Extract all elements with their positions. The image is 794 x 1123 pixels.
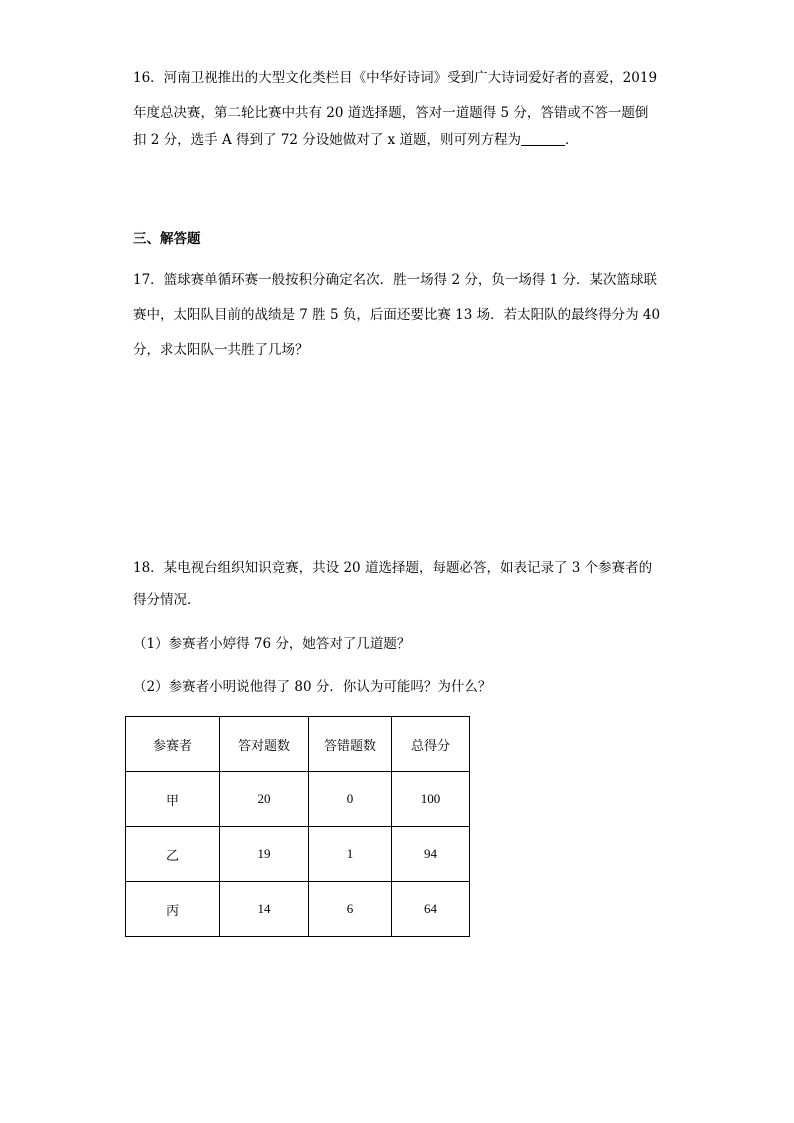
q17-line-3: 分，求太阳队一共胜了几场？ (133, 342, 309, 358)
cell-correct: 20 (220, 772, 309, 827)
cell-wrong: 6 (309, 882, 392, 937)
q16-answer-blank (521, 131, 565, 146)
q16-line-3 (133, 130, 578, 150)
header-wrong: 答错题数 (309, 717, 392, 772)
table-row (126, 772, 470, 827)
cell-total: 94 (392, 827, 470, 882)
cell-contestant: 乙 (126, 827, 220, 882)
q16-line-2: 年度总决赛，第二轮比赛中共有 20 道选择题，答对一道题得 5 分，答错或不答一题倒 (133, 105, 649, 121)
q16-line-3-text: 扣 2 分，选手 A 得到了 72 分设她做对了 x 道题，则可列方程为 (133, 132, 521, 148)
table-row (126, 827, 470, 882)
cell-correct: 19 (220, 827, 309, 882)
cell-wrong: 1 (309, 827, 392, 882)
table-header-row (126, 717, 470, 772)
cell-contestant: 丙 (126, 882, 220, 937)
header-correct: 答对题数 (220, 717, 309, 772)
q18-sub-question-2: （2）参赛者小明说他得了 80 分．你认为可能吗？为什么？ (133, 679, 492, 695)
q18-line-2: 得分情况． (133, 592, 201, 608)
cell-total: 100 (392, 772, 470, 827)
header-total: 总得分 (392, 717, 470, 772)
cell-correct: 14 (220, 882, 309, 937)
cell-wrong: 0 (309, 772, 392, 827)
q16-line-3-end: ． (564, 132, 579, 148)
q17-line-2: 赛中，太阳队目前的战绩是 7 胜 5 负，后面还要比赛 13 场．若太阳队的最终得分为 40 (133, 307, 661, 323)
q18-sub-question-1: （1）参赛者小婷得 76 分，她答对了几道题？ (133, 636, 411, 652)
table-row (126, 882, 470, 937)
score-table (125, 716, 470, 937)
cell-contestant: 甲 (126, 772, 220, 827)
q18-line-1: 18．某电视台组织知识竞赛，共设 20 道选择题，每题必答，如表记录了 3 个参赛者的 (133, 560, 653, 576)
section-heading: 三、解答题 (133, 231, 201, 247)
header-contestant: 参赛者 (126, 717, 220, 772)
cell-total: 64 (392, 882, 470, 937)
q16-line-1: 16．河南卫视推出的大型文化类栏目《中华好诗词》受到广大诗词爱好者的喜爱，2019 (133, 70, 658, 86)
q17-line-1: 17．篮球赛单循环赛一般按积分确定名次．胜一场得 2 分，负一场得 1 分．某次篮球联 (133, 272, 658, 288)
